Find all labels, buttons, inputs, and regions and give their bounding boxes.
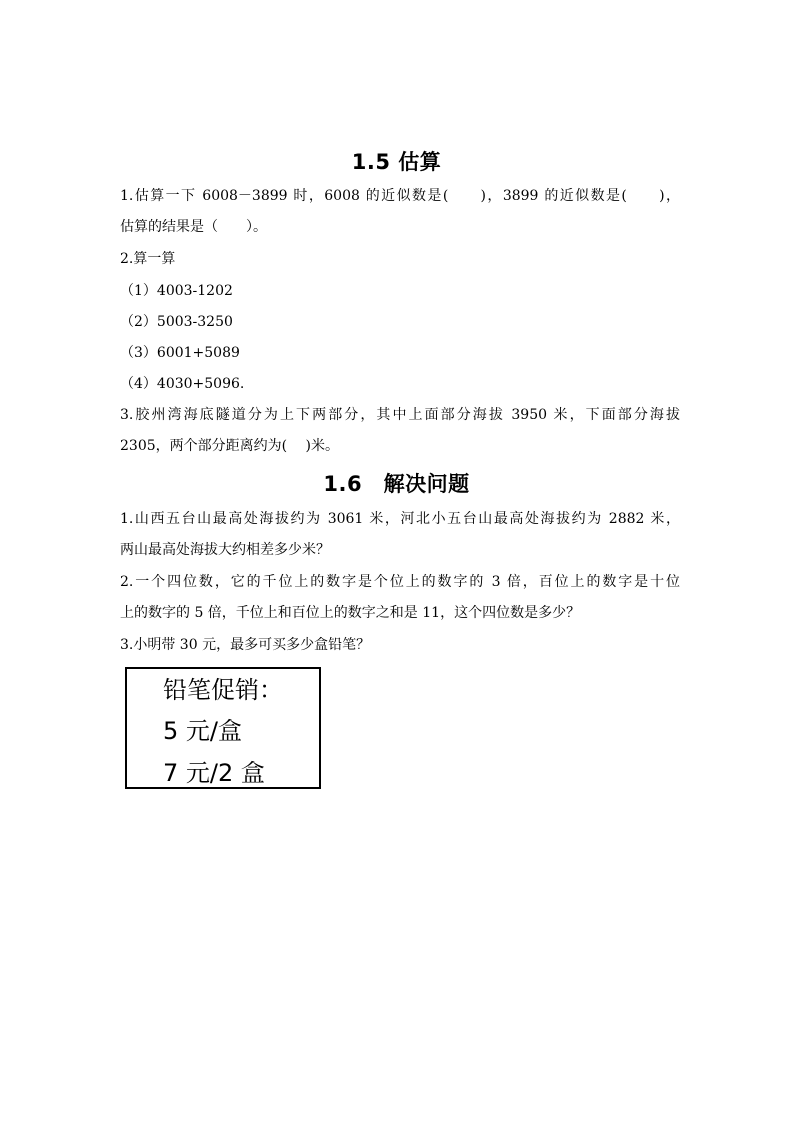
problem-question-3-line-1: 3.小明带 30 元，最多可买多少盒铅笔？	[120, 637, 371, 653]
estimation-question-3-line-2: 2305，两个部分距离约为( )米。	[120, 438, 340, 454]
problem-question-2-line-1: 2.一个四位数，它的千位上的数字是个位上的数字的 3 倍，百位上的数字是十位	[120, 574, 680, 590]
estimation-question-2-item-3: （3）6001+5089	[120, 345, 240, 361]
estimation-question-1-line-1: 1.估算一下 6008－3899 时，6008 的近似数是( )，3899 的近似数是( )，	[120, 188, 680, 204]
estimation-question-2-item-2: （2）5003-3250	[120, 314, 233, 330]
estimation-question-2-item-1: （1）4003-1202	[120, 283, 233, 299]
promotion-price-double: 7 元/2 盒	[163, 759, 265, 787]
estimation-question-3-line-1: 3.胶州湾海底隧道分为上下两部分，其中上面部分海拔 3950 米，下面部分海拔	[120, 407, 680, 423]
section-title-estimation: 1.5 估算	[351, 150, 442, 174]
estimation-question-2-item-4: （4）4030+5096.	[120, 376, 245, 392]
section-title-problem-solving: 1.6 解决问题	[323, 472, 470, 496]
problem-question-1-line-2: 两山最高处海拔大约相差多少米？	[120, 542, 330, 558]
estimation-question-1-line-2: 估算的结果是（ ）。	[120, 219, 267, 235]
problem-question-1-line-1: 1.山西五台山最高处海拔约为 3061 米，河北小五台山最高处海拔约为 2882 米，	[120, 511, 680, 527]
pencil-promotion-box	[125, 667, 321, 789]
promotion-title: 铅笔促销：	[163, 676, 283, 704]
problem-question-2-line-2: 上的数字的 5 倍，千位上和百位上的数字之和是 11，这个四位数是多少？	[120, 605, 581, 621]
promotion-price-single: 5 元/盒	[163, 717, 242, 745]
estimation-question-2-title: 2.算一算	[120, 251, 176, 267]
